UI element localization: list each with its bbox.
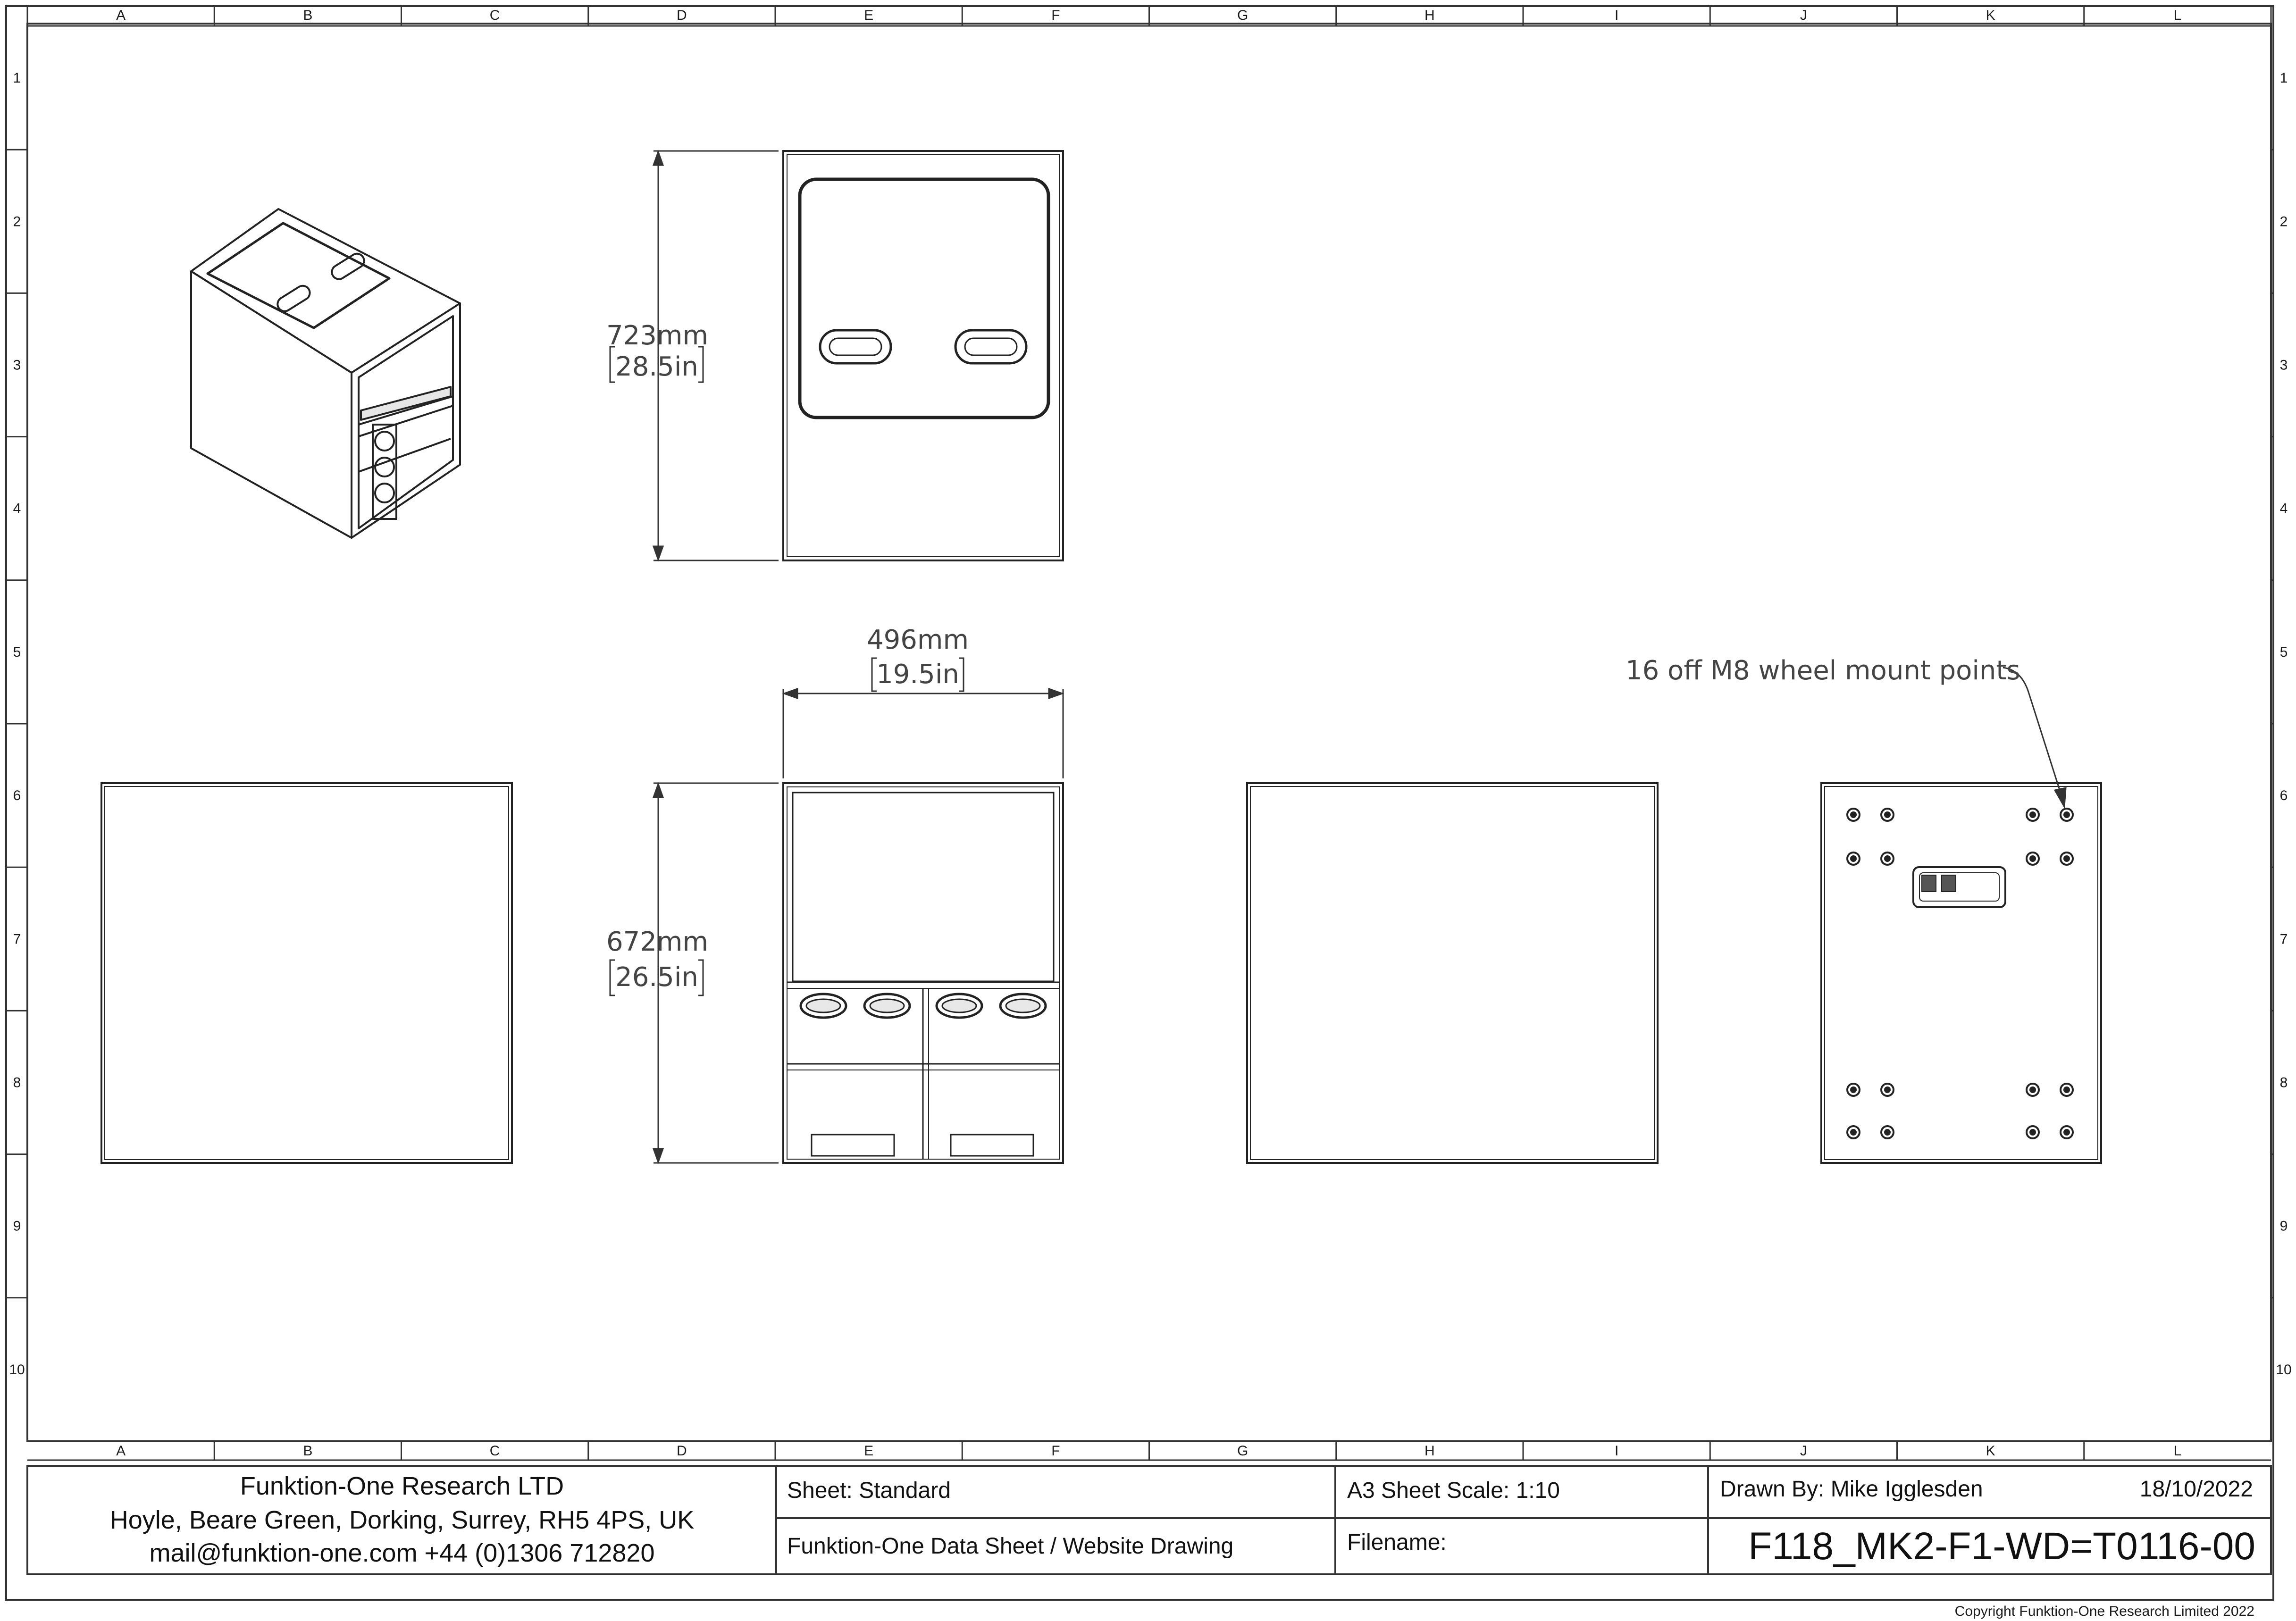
grid-column-label: C <box>489 8 500 23</box>
grid-column-label: G <box>1237 1443 1249 1459</box>
top-view <box>783 151 1063 560</box>
dim-width-front-mm: 496mm <box>867 625 969 655</box>
dim-height-top-mm: 723mm <box>606 320 708 351</box>
wheel-mount-annotation: 16 off M8 wheel mount points <box>1626 655 2020 686</box>
grid-row-label: 2 <box>2279 214 2288 230</box>
grid-row-label: 10 <box>2276 1362 2292 1378</box>
grid-column-label: H <box>1425 8 1435 23</box>
grid-row-label: 5 <box>2279 644 2288 660</box>
grid-column-label: H <box>1425 1443 1435 1459</box>
grid-column-label: E <box>864 8 874 23</box>
grid-column-label: J <box>1800 8 1807 23</box>
grid-row-label: 8 <box>13 1075 21 1091</box>
grid-column-label: B <box>303 8 313 23</box>
grid-row-label: 9 <box>13 1218 21 1234</box>
grid-column-label: F <box>1051 8 1060 23</box>
grid-row-label: 4 <box>13 501 21 517</box>
grid-column-label: F <box>1051 1443 1060 1459</box>
drawing-filename: F118_MK2-F1-WD=T0116-00 <box>1748 1525 2255 1568</box>
grid-column-label: K <box>1986 8 1995 23</box>
grid-row-label: 3 <box>13 357 21 373</box>
grid-row-label: 8 <box>2279 1075 2288 1091</box>
grid-row-label: 6 <box>13 788 21 804</box>
grid-column-label: C <box>489 1443 500 1459</box>
dim-height-top-in: 28.5in <box>615 351 698 382</box>
grid-column-label: A <box>116 8 126 23</box>
dim-width-front-in: 19.5in <box>876 659 959 690</box>
grid-column-label: L <box>2173 1443 2182 1459</box>
company-address: Hoyle, Beare Green, Dorking, Surrey, RH5 4PS, UK <box>109 1506 695 1534</box>
grid-column-label: E <box>864 1443 874 1459</box>
grid-row-label: 5 <box>13 644 21 660</box>
company-contact: mail@funktion-one.com +44 (0)1306 712820 <box>149 1539 655 1567</box>
dim-height-front-in: 26.5in <box>615 962 698 993</box>
grid-row-label: 3 <box>2279 357 2288 373</box>
grid-column-label: B <box>303 1443 313 1459</box>
drawn-by: Drawn By: Mike Igglesden <box>1720 1477 1983 1502</box>
grid-row-label: 9 <box>2279 1218 2288 1234</box>
company-name: Funktion-One Research LTD <box>240 1472 564 1500</box>
drawing-date: 18/10/2022 <box>2139 1477 2253 1502</box>
grid-column-label: A <box>116 1443 126 1459</box>
grid-column-label: D <box>677 8 687 23</box>
grid-column-label: I <box>1614 8 1619 23</box>
grid-column-label: J <box>1800 1443 1807 1459</box>
sheet-scale: A3 Sheet Scale: 1:10 <box>1347 1478 1560 1503</box>
grid-column-label: D <box>677 1443 687 1459</box>
grid-row-label: 10 <box>9 1362 25 1378</box>
grid-column-label: K <box>1986 1443 1995 1459</box>
grid-column-label: G <box>1237 8 1249 23</box>
grid-row-label: 7 <box>13 931 21 947</box>
dim-height-front-mm: 672mm <box>606 927 708 957</box>
grid-column-label: L <box>2173 8 2182 23</box>
sheet-type: Sheet: Standard <box>787 1478 951 1503</box>
filename-label: Filename: <box>1347 1530 1447 1555</box>
grid-column-label: I <box>1614 1443 1619 1459</box>
grid-row-label: 6 <box>2279 788 2288 804</box>
grid-row-label: 1 <box>2279 70 2288 86</box>
grid-row-label: 1 <box>13 70 21 86</box>
grid-row-label: 7 <box>2279 931 2288 947</box>
grid-row-label: 4 <box>2279 501 2288 517</box>
copyright-notice: Copyright Funktion-One Research Limited 2022 <box>1954 1604 2254 1619</box>
drawing-description: Funktion-One Data Sheet / Website Drawing <box>787 1534 1234 1559</box>
grid-row-label: 2 <box>13 214 21 230</box>
